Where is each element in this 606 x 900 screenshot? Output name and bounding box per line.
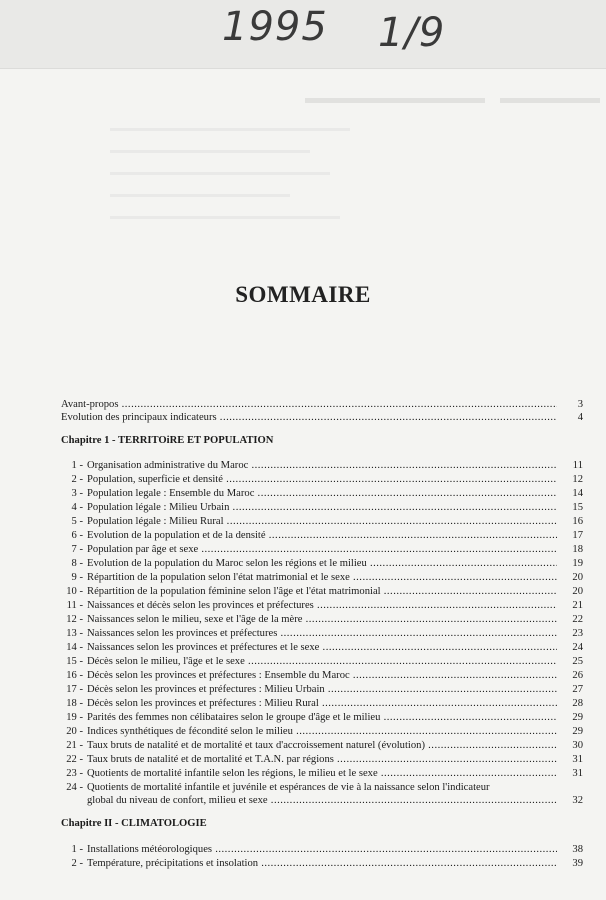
handwritten-year: 1995 xyxy=(222,4,328,50)
toc-entry xyxy=(61,857,585,870)
toc-entry-multiline xyxy=(61,781,585,807)
bleed-through-line xyxy=(110,128,350,131)
toc-entry xyxy=(61,473,585,486)
toc-entry-number: 1 - xyxy=(71,460,83,471)
toc-entry xyxy=(61,557,585,570)
toc-entry xyxy=(61,697,585,710)
toc-entry-number: 12 - xyxy=(66,614,83,625)
toc-entry xyxy=(61,529,585,542)
toc-entry-label-line1: Quotients de mortalité infantile et juvénile et espérances de vie à la naissance selon l'indicateur xyxy=(87,782,490,793)
toc-entry-number: 23 - xyxy=(66,768,83,779)
toc-entry-evolution-indicateurs xyxy=(61,411,585,424)
toc-entry-number: 7 - xyxy=(71,544,83,555)
toc-entry-label: Naissances et décès selon les provinces et préfectures xyxy=(87,600,314,611)
toc-entry-page: 14 xyxy=(572,488,583,499)
toc-entry-page: 20 xyxy=(572,572,583,583)
toc-entry-label: Population légale : Milieu Rural xyxy=(87,516,224,527)
bleed-through-line xyxy=(110,216,340,219)
toc-entry-page: 23 xyxy=(572,628,583,639)
toc-entry-number: 17 - xyxy=(66,684,83,695)
toc-entry xyxy=(61,627,585,640)
toc-entry-label: Quotients de mortalité infantile selon les régions, le milieu et le sexe xyxy=(87,768,378,779)
bleed-through-line xyxy=(110,150,310,153)
toc-entry xyxy=(61,599,585,612)
bleed-through-line xyxy=(305,98,485,103)
toc-entry-page: 29 xyxy=(572,712,583,723)
toc-entry-page: 22 xyxy=(572,614,583,625)
bleed-through-line xyxy=(110,172,330,175)
toc-entry-number: 11 - xyxy=(66,600,83,611)
toc-entry-number: 22 - xyxy=(66,754,83,765)
toc-entry-label: Evolution de la population et de la densité xyxy=(87,530,266,541)
toc-entry xyxy=(61,515,585,528)
toc-entry xyxy=(61,571,585,584)
toc-entry-page: 28 xyxy=(572,698,583,709)
toc-entry-number: 20 - xyxy=(66,726,83,737)
toc-entry-page: 24 xyxy=(572,642,583,653)
toc-entry xyxy=(61,711,585,724)
toc-entry-number: 16 - xyxy=(66,670,83,681)
toc-entry-label: Répartition de la population selon l'état matrimonial et le sexe xyxy=(87,572,350,583)
toc-entry-label: Parités des femmes non célibataires selon le groupe d'âge et le milieu xyxy=(87,712,381,723)
toc-entry-page: 31 xyxy=(572,754,583,765)
toc-entry-page: 18 xyxy=(572,544,583,555)
toc-entry-page: 19 xyxy=(572,558,583,569)
toc-entry-label: Répartition de la population féminine selon l'âge et l'état matrimonial xyxy=(87,586,381,597)
toc-entry-page: 31 xyxy=(572,768,583,779)
toc-entry-number: 2 - xyxy=(71,474,83,485)
chapter-2-heading: Chapitre II - CLIMATOLOGIE xyxy=(61,818,207,829)
toc-entry-page: 17 xyxy=(572,530,583,541)
toc-entry xyxy=(61,683,585,696)
toc-entry xyxy=(61,669,585,682)
toc-entry-page: 25 xyxy=(572,656,583,667)
toc-entry-label: Evolution de la population du Maroc selon les régions et le milieu xyxy=(87,558,367,569)
toc-entry-page: 26 xyxy=(572,670,583,681)
toc-entry-number: 8 - xyxy=(71,558,83,569)
toc-entry-number: 24 - xyxy=(66,782,83,793)
bleed-through-line xyxy=(110,194,290,197)
toc-entry xyxy=(61,543,585,556)
toc-entry-page: 16 xyxy=(572,516,583,527)
toc-entry-page: 20 xyxy=(572,586,583,597)
toc-entry-page: 27 xyxy=(572,684,583,695)
toc-entry-number: 9 - xyxy=(71,572,83,583)
scan-header-band xyxy=(0,0,606,69)
toc-entry-number: 2 - xyxy=(71,858,83,869)
toc-entry-page: 15 xyxy=(572,502,583,513)
toc-entry-label: Population par âge et sexe xyxy=(87,544,199,555)
toc-entry xyxy=(61,585,585,598)
toc-entry-label: Naissances selon les provinces et préfectures et le sexe xyxy=(87,642,320,653)
toc-entry-label-line2: global du niveau de confort, milieu et sexe xyxy=(87,795,268,806)
toc-entry-page: 21 xyxy=(572,600,583,611)
toc-entry-number: 1 - xyxy=(71,844,83,855)
toc-entry-label: Taux bruts de natalité et de mortalité et taux d'accroissement naturel (évolution) xyxy=(87,740,425,751)
toc-entry-label: Installations météorologiques xyxy=(87,844,213,855)
toc-entry xyxy=(61,641,585,654)
toc-entry xyxy=(61,753,585,766)
toc-entry xyxy=(61,725,585,738)
toc-entry-number: 10 - xyxy=(66,586,83,597)
toc-entry-page: 32 xyxy=(572,795,583,806)
toc-entry-label: Evolution des principaux indicateurs ..... xyxy=(61,411,557,424)
toc-entry-page: 30 xyxy=(572,740,583,751)
toc-entry xyxy=(61,739,585,752)
toc-entry-page: 3 xyxy=(577,399,583,410)
toc-entry-label: Décès selon les provinces et préfectures : Milieu Urbain xyxy=(87,684,325,695)
handwritten-reference: 1/9 xyxy=(378,10,446,56)
toc-entry-label: Naissances selon les provinces et préfectures xyxy=(87,628,278,639)
toc-entry xyxy=(61,767,585,780)
toc-entry-number: 18 - xyxy=(66,698,83,709)
toc-entry-label: Température, précipitations et insolation xyxy=(87,858,259,869)
toc-entry-page: 4 xyxy=(577,412,583,423)
toc-entry-page: 11 xyxy=(572,460,583,471)
toc-entry-number: 19 - xyxy=(66,712,83,723)
toc-entry-page: 38 xyxy=(572,844,583,855)
toc-entry-label: Population, superficie et densité xyxy=(87,474,223,485)
toc-entry-label: Taux bruts de natalité et de mortalité et T.A.N. par régions xyxy=(87,754,334,765)
chapter-1-heading: Chapitre 1 - TERRITOiRE ET POPULATION xyxy=(61,435,274,446)
toc-entry xyxy=(61,459,585,472)
toc-entry-label: Naissances selon le milieu, sexe et l'âge de la mère xyxy=(87,614,303,625)
toc-entry-label: Décès selon les provinces et préfectures : Ensemble du Maroc xyxy=(87,670,350,681)
toc-entry-label: Population legale : Ensemble du Maroc xyxy=(87,488,255,499)
toc-entry-number: 4 - xyxy=(71,502,83,513)
toc-entry-label: Population légale : Milieu Urbain xyxy=(87,502,230,513)
toc-entry-label: Décès selon le milieu, l'âge et le sexe xyxy=(87,656,245,667)
bleed-through-line xyxy=(500,98,600,103)
toc-entry-avant-propos xyxy=(61,398,585,411)
toc-entry-number: 14 - xyxy=(66,642,83,653)
toc-entry-number: 6 - xyxy=(71,530,83,541)
toc-entry xyxy=(61,487,585,500)
toc-entry xyxy=(61,613,585,626)
toc-entry-label: Avant-propos ..... xyxy=(61,398,557,411)
toc-entry-number: 3 - xyxy=(71,488,83,499)
toc-entry-page: 39 xyxy=(572,858,583,869)
toc-entry-number: 15 - xyxy=(66,656,83,667)
toc-entry xyxy=(61,655,585,668)
toc-entry-label: Indices synthétiques de fécondité selon le milieu xyxy=(87,726,293,737)
toc-entry-number: 21 - xyxy=(66,740,83,751)
toc-entry-number: 5 - xyxy=(71,516,83,527)
toc-entry xyxy=(61,501,585,514)
toc-entry-page: 29 xyxy=(572,726,583,737)
toc-entry-page: 12 xyxy=(572,474,583,485)
toc-entry-label: Organisation administrative du Maroc xyxy=(87,460,249,471)
page-title: SOMMAIRE xyxy=(235,282,371,307)
toc-entry-number: 13 - xyxy=(66,628,83,639)
toc-entry xyxy=(61,843,585,856)
toc-entry-label: Décès selon les provinces et préfectures : Milieu Rural xyxy=(87,698,319,709)
